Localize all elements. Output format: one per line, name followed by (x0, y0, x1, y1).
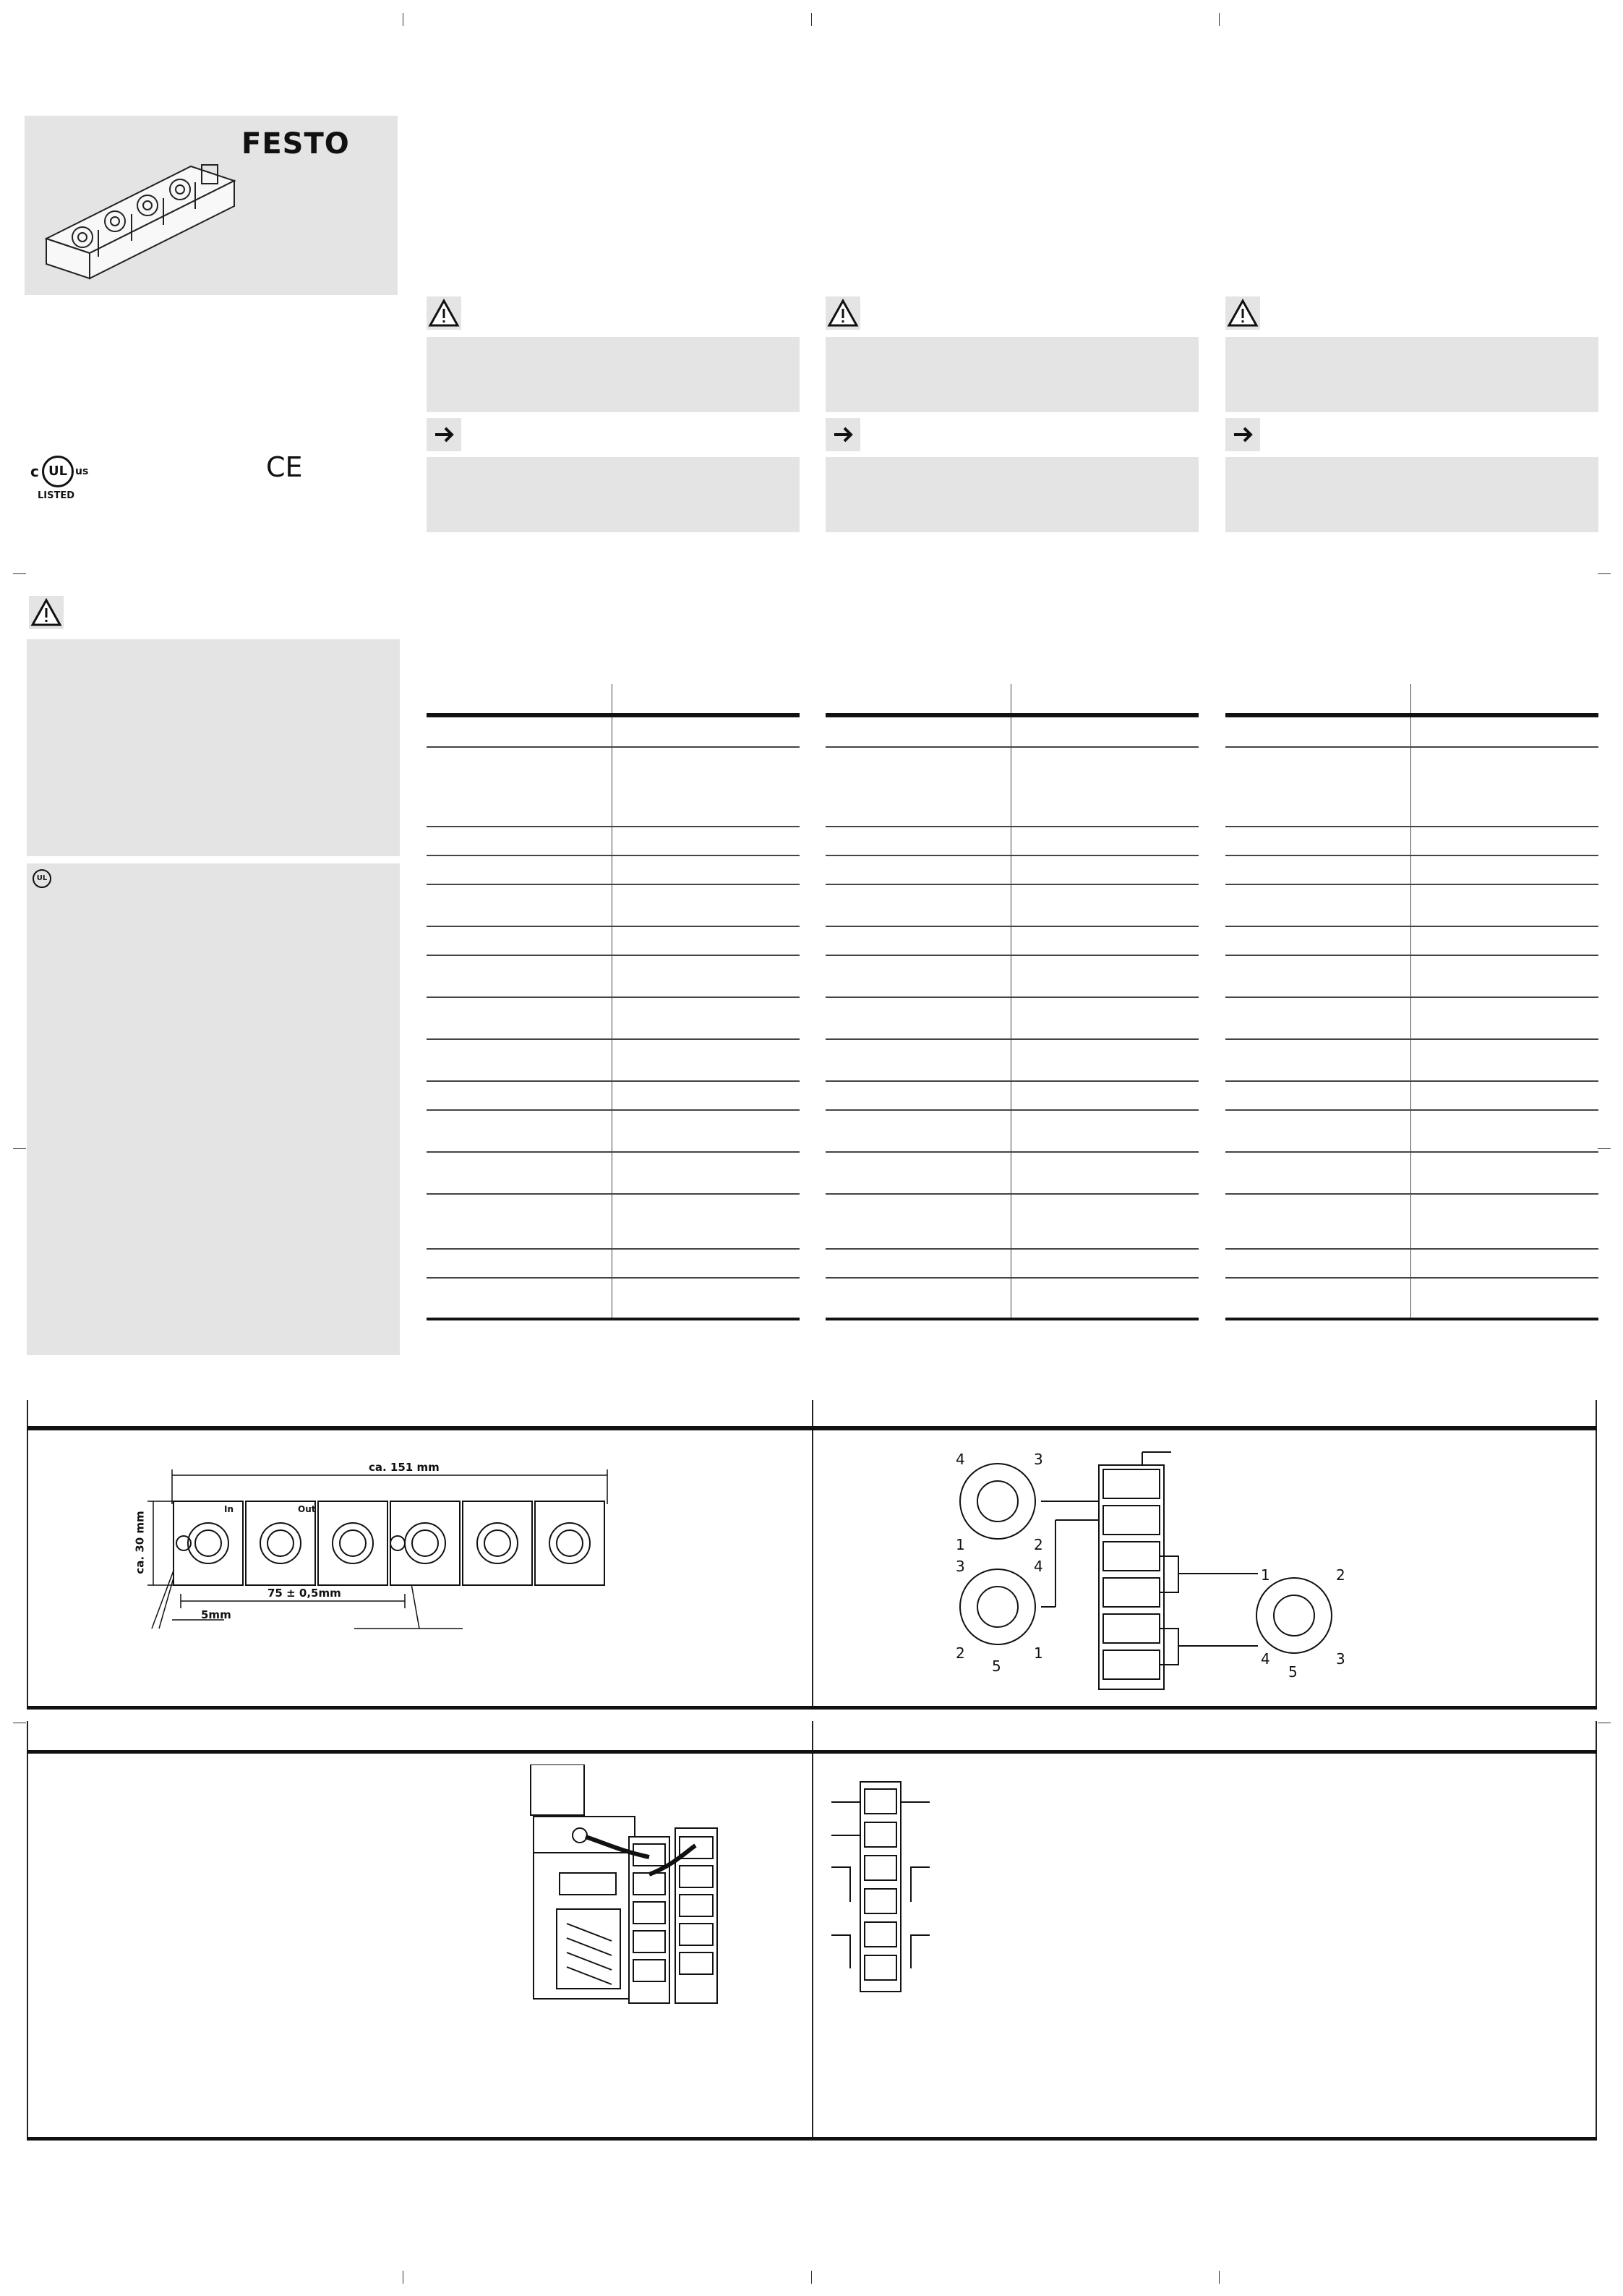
dim-pitch-label: 75 ± 0,5mm (267, 1587, 341, 1600)
note-arrow-box (826, 418, 860, 451)
technical-data-table (826, 684, 1199, 1335)
pin-label: 3 (1034, 1451, 1043, 1468)
note-text-panel (826, 457, 1199, 532)
module-stack-diagram (828, 1779, 937, 1996)
pin-label: 4 (1034, 1558, 1043, 1575)
pin-label: 2 (956, 1644, 965, 1662)
pin-label: 5 (992, 1657, 1001, 1675)
ul-listed-mark: c UL us LISTED (30, 456, 110, 506)
dim-length-label: ca. 151 mm (369, 1461, 440, 1474)
crop-mark (13, 573, 26, 574)
arrow-right-icon (1225, 418, 1260, 451)
technical-data-table (1225, 684, 1598, 1335)
dimension-drawing (133, 1461, 658, 1642)
pin-label: 3 (1336, 1650, 1345, 1668)
language-column-2 (826, 296, 1199, 1331)
warning-icon-box (826, 296, 860, 330)
warning-text-panel (826, 337, 1199, 412)
note-arrow-box (427, 418, 461, 451)
ul-circle-icon: UL (42, 456, 74, 487)
warning-icon (29, 596, 64, 629)
arrow-right-icon (427, 418, 461, 451)
crop-mark (1598, 573, 1611, 574)
dim-offset-label: 5mm (201, 1608, 231, 1621)
pin-label: 2 (1336, 1566, 1345, 1584)
warning-icon-box (29, 596, 64, 629)
pin-label: 1 (1034, 1644, 1043, 1662)
warning-icon-box (427, 296, 461, 330)
technical-data-table (427, 684, 800, 1335)
crop-mark (1219, 2271, 1220, 2284)
pin-label: 4 (1261, 1650, 1270, 1668)
ul-small-icon: UL (33, 869, 51, 888)
warning-icon-box (1225, 296, 1260, 330)
pin-label: 2 (1034, 1536, 1043, 1553)
port-out-label: Out (298, 1504, 316, 1514)
controller-connection-diagram (484, 1764, 730, 2010)
warning-icon (826, 296, 860, 330)
crop-mark (811, 13, 812, 26)
warning-text-panel (427, 337, 800, 412)
crop-mark (811, 2271, 812, 2284)
pin-label: 1 (956, 1536, 965, 1553)
crop-mark (1219, 13, 1220, 26)
warning-icon (1225, 296, 1260, 330)
ce-mark: CE (266, 451, 303, 483)
product-header-panel (25, 116, 398, 295)
note-text-panel (1225, 457, 1598, 532)
ul-notice-panel (27, 863, 400, 1355)
safety-notice-panel (27, 639, 400, 856)
crop-mark (1598, 1148, 1611, 1149)
note-text-panel (427, 457, 800, 532)
pin-label: 4 (956, 1451, 965, 1468)
pin-label: 5 (1288, 1663, 1298, 1681)
language-column-3 (1225, 296, 1598, 1331)
crop-mark (13, 1148, 26, 1149)
pin-label: 1 (1261, 1566, 1270, 1584)
port-in-label: In (224, 1504, 234, 1514)
arrow-right-icon (826, 418, 860, 451)
product-image (39, 152, 256, 289)
figure-band-2 (27, 1721, 1597, 2141)
note-arrow-box (1225, 418, 1260, 451)
festo-logo: FESTO (241, 127, 350, 161)
language-column-1 (427, 296, 800, 1331)
pin-label: 3 (956, 1558, 965, 1575)
dim-height-label: ca. 30 mm (133, 1511, 147, 1574)
warning-icon (427, 296, 461, 330)
pin-assignment-diagram (940, 1451, 1374, 1697)
warning-text-panel (1225, 337, 1598, 412)
